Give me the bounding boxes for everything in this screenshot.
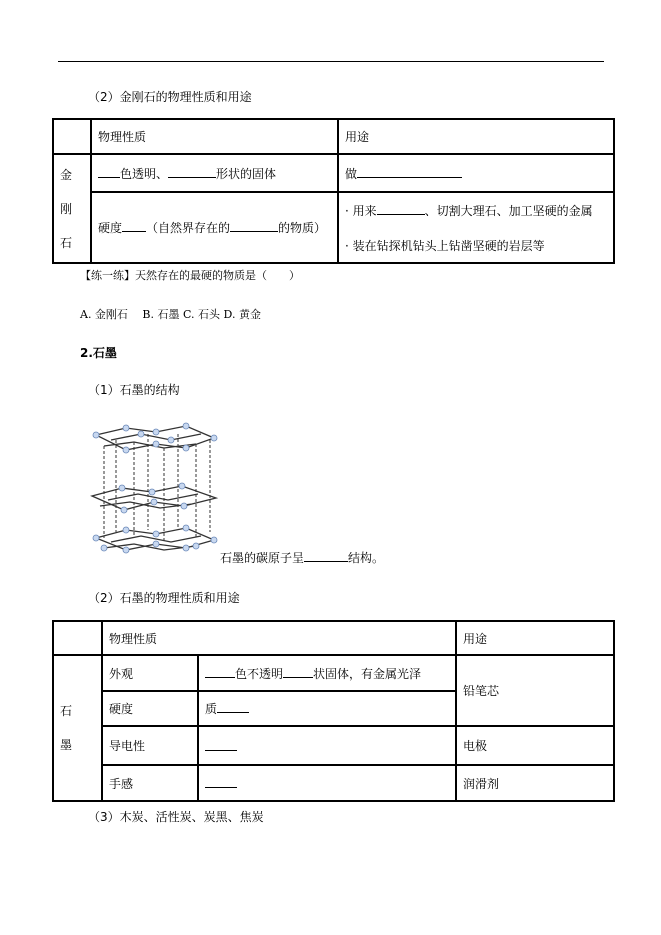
header-uses: 用途 [338,119,614,154]
prop-name: 导电性 [102,726,198,765]
graphite-heading: （2）石墨的物理性质和用途 [88,591,240,605]
diamond-heading: （2）金刚石的物理性质和用途 [88,90,252,104]
prop-value: 质 [198,691,456,726]
diamond-table [52,118,615,264]
prop-name: 手感 [102,765,198,801]
header-uses: 用途 [456,621,614,655]
graphite-title: 2.石墨 [80,346,117,360]
graphite-structure-image [86,420,222,556]
prop-hardness: 硬度 （自然界存在的 的物质） [91,192,338,263]
graphite-structure-heading: （1）石墨的结构 [88,383,180,397]
use-pencil: 铅笔芯 [456,655,614,726]
prop-color: 色透明、 形状的固体 [91,154,338,192]
graphite-caption: 石墨的碳原子呈 结构。 [220,551,385,565]
row-label: 石 墨 [53,655,102,801]
practice-options: A. 金刚石 B. 石墨 C. 石头 D. 黄金 [80,308,261,321]
prop-name: 外观 [102,655,198,691]
prop-value [198,726,456,765]
header-props: 物理性质 [102,621,456,655]
prop-value [198,765,456,801]
prop-value: 色不透明 状固体，有金属光泽 [198,655,456,691]
practice-question: 【练一练】天然存在的最硬的物质是（ ） [80,269,300,282]
use-lubricant: 润滑剂 [456,765,614,801]
use-make: 做 [338,154,614,192]
prop-name: 硬度 [102,691,198,726]
row-label: 金 刚 石 [53,154,91,263]
use-cut: · 用来 、切割大理石、加工坚硬的金属 · 装在钻探机钻头上钻凿坚硬的岩层等 [338,192,614,263]
use-electrode: 电极 [456,726,614,765]
graphite-table [52,620,615,802]
charcoal-heading: （3）木炭、活性炭、炭黑、焦炭 [88,810,264,824]
header-props: 物理性质 [91,119,338,154]
header-rule [58,61,604,62]
